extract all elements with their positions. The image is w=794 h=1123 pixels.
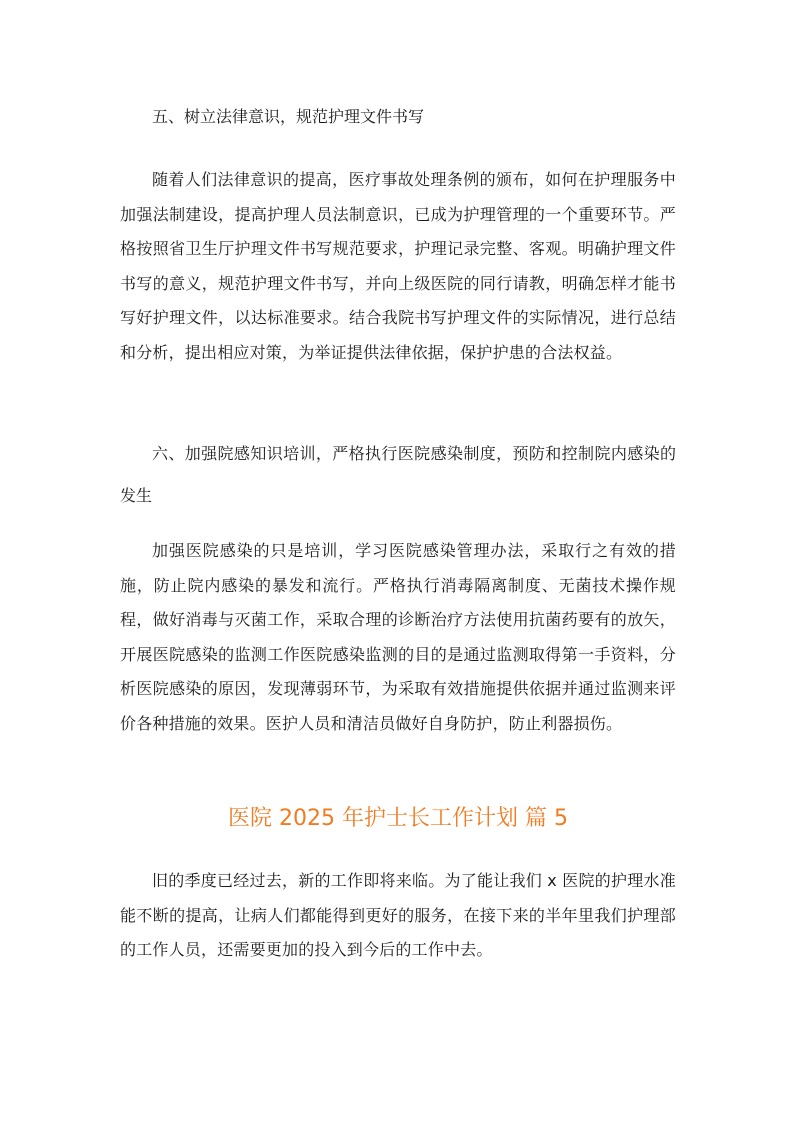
paragraph-infection-control: 加强医院感染的只是培训，学习医院感染管理办法，采取行之有效的措施，防止院内感染的暴发和流行。严格执行消毒隔离制度、无菌技术操作规程，做好消毒与灭菌工作，采取合理的诊断治疗方法使用抗菌药要有的放矢，开展医院感染的监测工作医院感染监测的目的是通过监测取得第一手资料，分析医院感染的原因，发现薄弱环节，为采取有效措施提供依据并通过监测来评价各种措施的效果。医护人员和清洁员做好自身防护，防止利器损伤。	[120, 541, 676, 733]
paragraph-legal-awareness: 随着人们法律意识的提高，医疗事故处理条例的颁布，如何在护理服务中加强法制建设，提高护理人员法制意识，已成为护理管理的一个重要环节。严格按照省卫生厅护理文件书写规范要求，护理记录完整、客观。明确护理文件书写的意义，规范护理文件书写，并向上级医院的同行请教，明确怎样才能书写好护理文件，以达标准要求。结合我院书写护理文件的实际情况，进行总结和分析，提出相应对策，为举证提供法律依据，保护护患的合法权益。	[120, 170, 676, 362]
section-title: 医院 2025 年护士长工作计划 篇 5	[228, 806, 568, 831]
paragraph-intro-plan: 旧的季度已经过去，新的工作即将来临。为了能让我们 x 医院的护理水准能不断的提高，让病人们都能得到更好的服务，在接下来的半年里我们护理部的工作人员，还需要更加的投入到今后的工作中去。	[120, 871, 676, 959]
section-heading-5: 五、树立法律意识，规范护理文件书写	[152, 107, 425, 126]
section-heading-6: 六、加强院感知识培训，严格执行医院感染制度，预防和控制院内感染的发生	[120, 444, 676, 505]
